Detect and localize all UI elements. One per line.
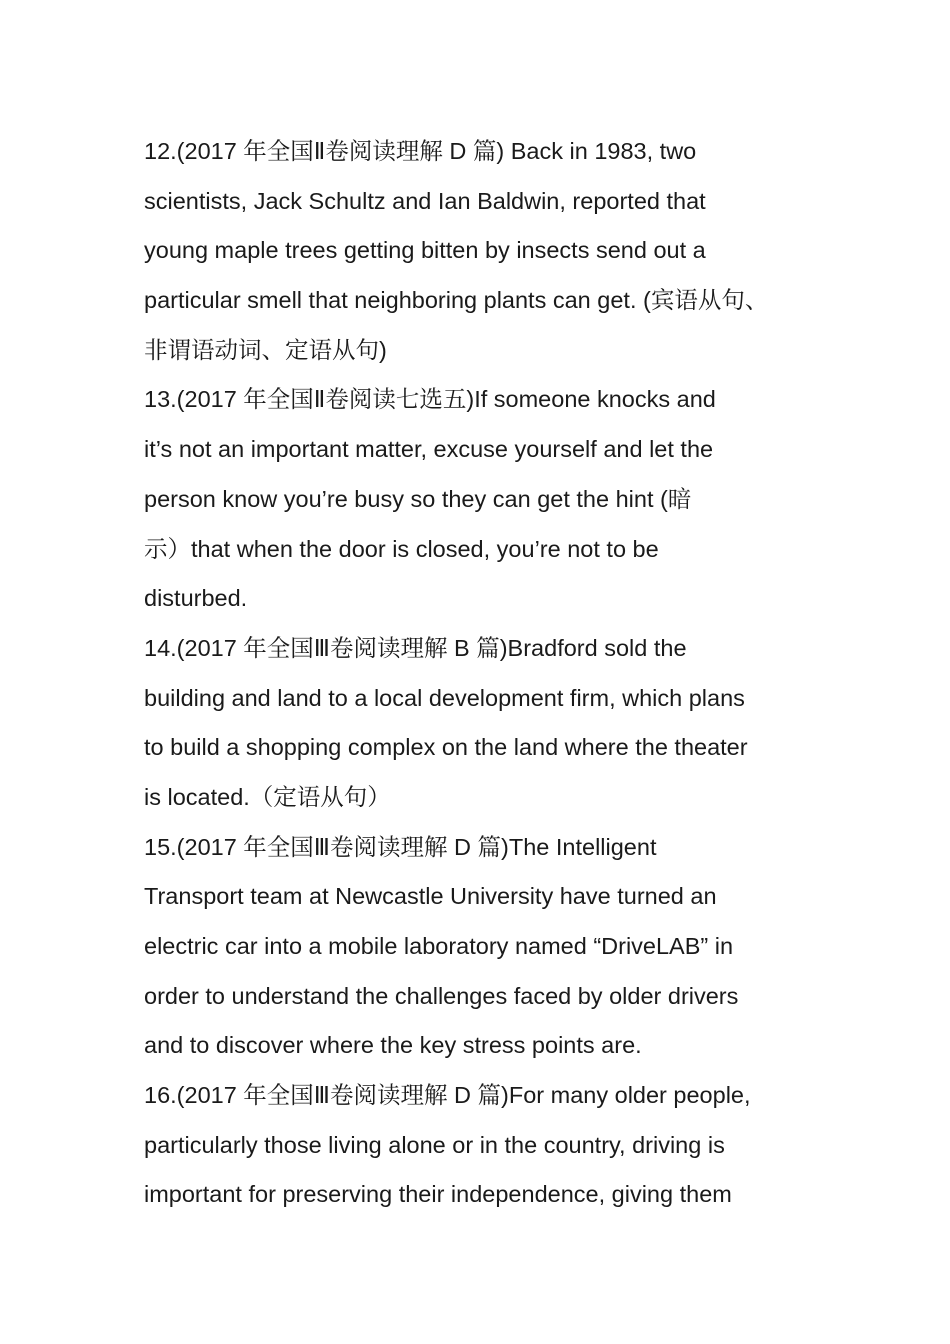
text-line: person know you’re busy so they can get the hint (暗: [144, 485, 692, 512]
text-line: scientists, Jack Schultz and Ian Baldwin, reported that: [144, 187, 706, 214]
text-line: 16.(2017 年全国Ⅲ卷阅读理解 D 篇)For many older people,: [144, 1082, 751, 1109]
text-line: and to discover where the key stress points are.: [144, 1032, 642, 1059]
text-line: order to understand the challenges faced by older drivers: [144, 982, 739, 1009]
text-line: 12.(2017 年全国Ⅱ卷阅读理解 D 篇) Back in 1983, two: [144, 138, 697, 164]
text-line: 示）that when the door is closed, you’re not to be: [144, 535, 659, 562]
text-line: disturbed.: [144, 585, 248, 612]
text-line: 14.(2017 年全国Ⅲ卷阅读理解 B 篇)Bradford sold the: [144, 634, 687, 661]
text-line: it’s not an important matter, excuse yourself and let the: [144, 436, 714, 463]
text-line: to build a shopping complex on the land where the theater: [144, 734, 748, 761]
text-line: 13.(2017 年全国Ⅱ卷阅读七选五)If someone knocks and: [144, 386, 716, 413]
text-line: 15.(2017 年全国Ⅲ卷阅读理解 D 篇)The Intelligent: [144, 833, 657, 860]
document-body: [144, 127, 834, 1220]
text-line: 非谓语动词、定语从句): [144, 336, 387, 363]
text-line: is located.（定语从句）: [144, 783, 391, 810]
text-line: electric car into a mobile laboratory named “DriveLAB” in: [144, 933, 734, 959]
text-line: Transport team at Newcastle University have turned an: [144, 883, 717, 910]
text-line: important for preserving their independence, giving them: [144, 1181, 732, 1208]
text-line: young maple trees getting bitten by insects send out a: [144, 237, 706, 264]
text-line: particular smell that neighboring plants can get. (宾语从句、: [144, 287, 769, 314]
text-line: particularly those living alone or in the country, driving is: [144, 1131, 725, 1158]
text-line: building and land to a local development firm, which plans: [144, 684, 745, 711]
